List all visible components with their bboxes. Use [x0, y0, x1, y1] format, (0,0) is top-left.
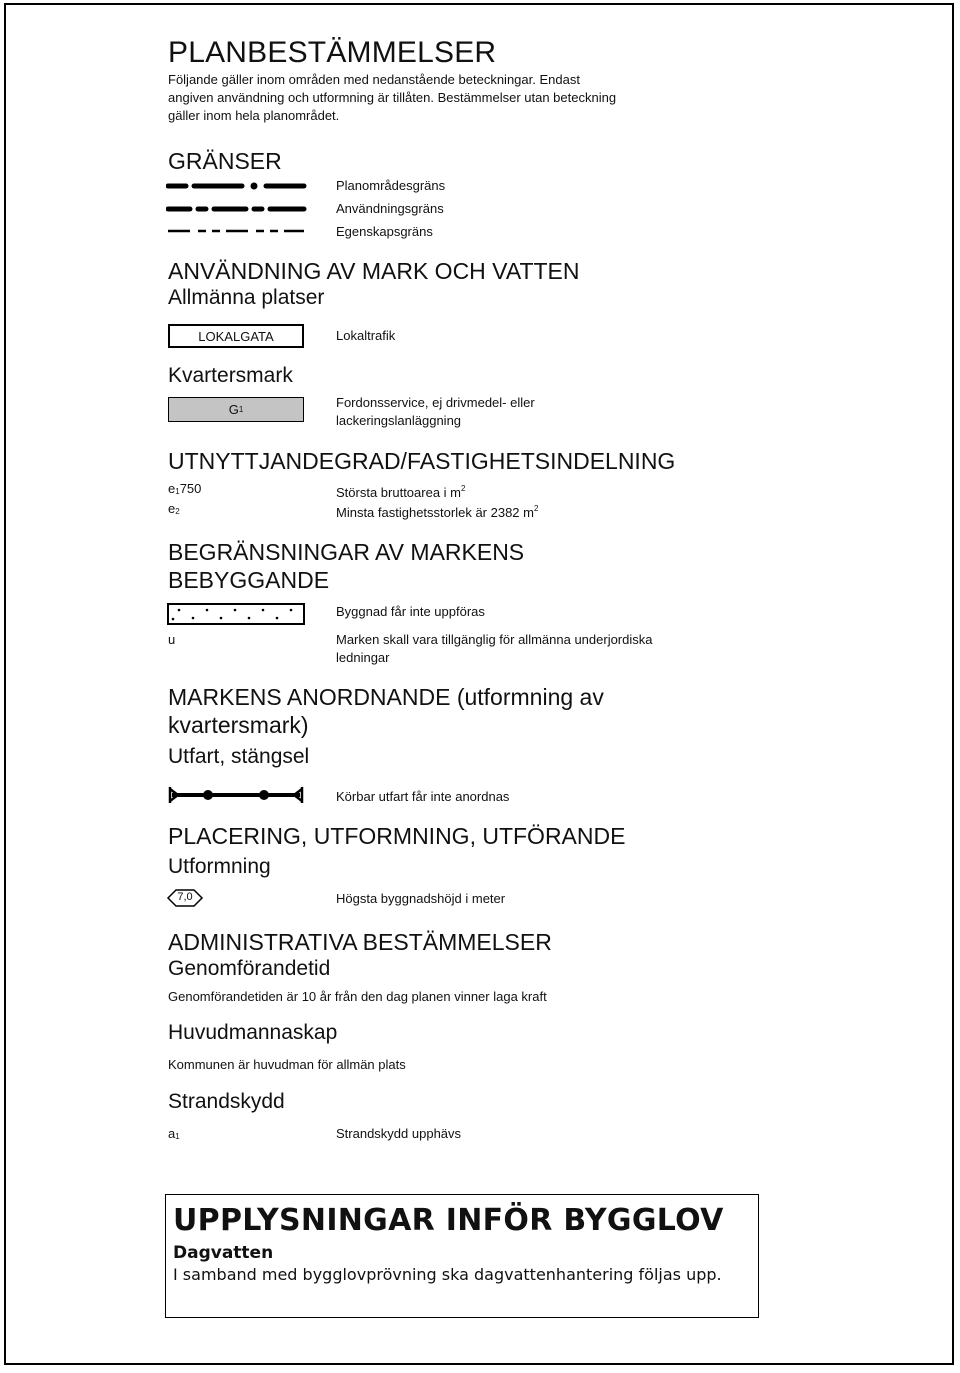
huvudmannaskap-heading: Huvudmannaskap — [168, 1021, 338, 1044]
planomradesgrans-label: Planområdesgräns — [336, 178, 446, 193]
begransningar-heading-2: BEBYGGANDE — [168, 567, 330, 593]
intro-line-2: angiven användning och utformning är tillåten. Bestämmelser utan beteckning — [168, 90, 617, 105]
planomradesgrans-symbol — [166, 180, 308, 192]
utnyttjande-heading: UTNYTTJANDEGRAD/FASTIGHETSINDELNING — [168, 448, 676, 474]
byggnadshojd-label: Högsta byggnadshöjd i meter — [336, 891, 506, 906]
e1-code-sub: 1 — [175, 487, 180, 496]
granser-heading: GRÄNSER — [168, 148, 282, 174]
anordnande-heading-1: MARKENS ANORDNANDE (utformning av — [168, 684, 604, 710]
bruttoarea-text: Största bruttoarea i m — [336, 485, 461, 500]
utfart-heading: Utfart, stängsel — [168, 745, 310, 768]
anvandning-heading: ANVÄNDNING AV MARK OCH VATTEN — [168, 258, 580, 284]
intro-line-1: Följande gäller inom områden med nedanstående beteckningar. Endast — [168, 72, 580, 87]
e2-code — [168, 500, 180, 521]
anvandningsgrans-symbol — [166, 203, 308, 215]
dagvatten-text: I samband med bygglovprövning ska dagvattenhantering följas upp. — [173, 1265, 722, 1284]
upplysningar-title: UPPLYSNINGAR INFÖR BYGGLOV — [173, 1203, 724, 1238]
anordnande-heading-2: kvartersmark) — [168, 712, 309, 738]
g1-symbol-main: G — [228, 402, 239, 417]
utfartsforbud-symbol — [164, 784, 310, 806]
placering-heading: PLACERING, UTFORMNING, UTFÖRANDE — [168, 823, 626, 849]
prickmark-symbol — [167, 603, 305, 625]
lokaltrafik-label: Lokaltrafik — [336, 328, 396, 343]
fastighetsstorlek-text: Minsta fastighetsstorlek är 2382 m — [336, 505, 534, 520]
strandskydd-label: Strandskydd upphävs — [336, 1126, 462, 1141]
allmanna-platser-heading: Allmänna platser — [168, 286, 325, 309]
intro-line-3: gäller inom hela planområdet. — [168, 108, 340, 123]
anvandningsgrans-label: Användningsgräns — [336, 201, 444, 216]
u-label-2: ledningar — [336, 650, 390, 665]
genomforandetid-text: Genomförandetiden är 10 år från den dag planen vinner laga kraft — [168, 989, 547, 1004]
lokalgata-symbol-text: LOKALGATA — [198, 328, 274, 344]
a1-code — [168, 1125, 180, 1146]
u-code: u — [168, 632, 176, 647]
e1-code — [168, 480, 201, 501]
a1-code-main: a — [168, 1126, 176, 1141]
upplysningar-box — [165, 1194, 759, 1318]
bruttoarea-label — [336, 480, 465, 502]
bruttoarea-sup: 2 — [461, 484, 466, 493]
lokalgata-symbol — [168, 324, 304, 348]
kvartersmark-heading: Kvartersmark — [168, 364, 293, 387]
fastighetsstorlek-sup: 2 — [533, 504, 539, 513]
e2-code-main: e — [168, 501, 176, 516]
huvudmannaskap-text: Kommunen är huvudman för allmän plats — [168, 1057, 406, 1072]
byggnadshojd-symbol — [166, 888, 204, 908]
fastighetsstorlek-label — [336, 500, 538, 522]
fordonsservice-label-1: Fordonsservice, ej drivmedel- eller — [336, 395, 535, 410]
genomforandetid-heading: Genomförandetid — [168, 957, 331, 980]
e1-code-main: e — [168, 481, 176, 496]
u-label-1: Marken skall vara tillgänglig för allmänna underjordiska — [336, 632, 653, 647]
fordonsservice-label-2: lackeringslanläggning — [336, 413, 462, 428]
page-title: PLANBESTÄMMELSER — [168, 36, 497, 69]
utfart-label: Körbar utfart får inte anordnas — [336, 789, 510, 804]
dagvatten-heading: Dagvatten — [173, 1243, 274, 1263]
a1-code-sub: 1 — [175, 1132, 180, 1141]
g1-symbol-sub: 1 — [238, 405, 244, 414]
g1-symbol — [168, 397, 304, 422]
strandskydd-heading: Strandskydd — [168, 1090, 285, 1113]
egenskapsgrans-label: Egenskapsgräns — [336, 224, 433, 239]
e2-code-sub: 2 — [175, 507, 180, 516]
byggnadshojd-value: 7,0 — [177, 891, 193, 903]
begransningar-heading-1: BEGRÄNSNINGAR AV MARKENS — [168, 539, 525, 565]
byggnad-label: Byggnad får inte uppföras — [336, 604, 485, 619]
utformning-heading: Utformning — [168, 855, 271, 878]
administrativa-heading: ADMINISTRATIVA BESTÄMMELSER — [168, 929, 552, 955]
egenskapsgrans-symbol — [166, 226, 308, 236]
e1-code-tail: 750 — [179, 481, 202, 496]
